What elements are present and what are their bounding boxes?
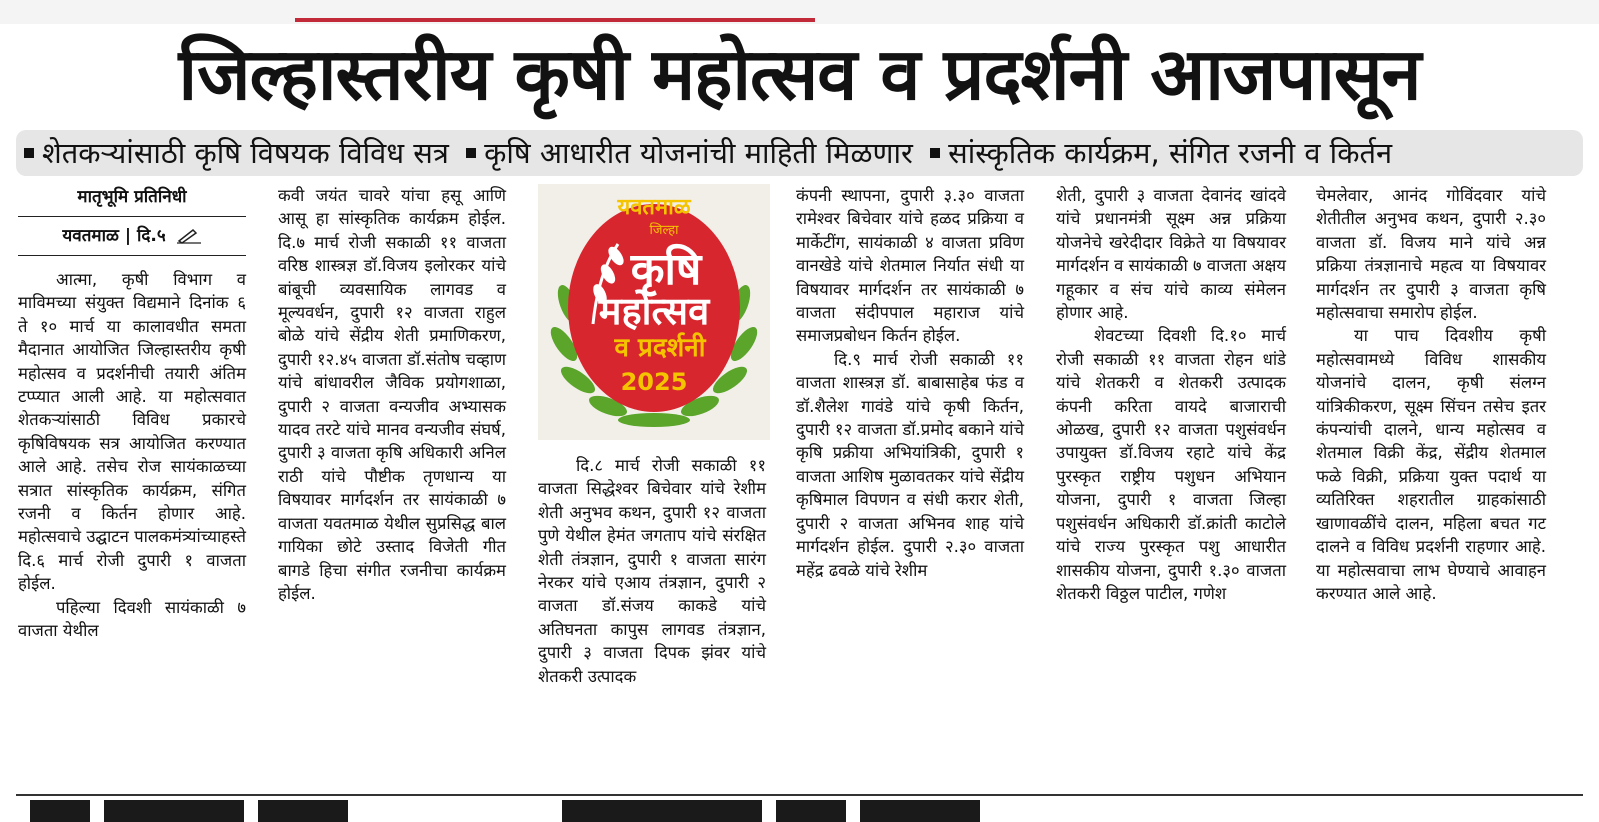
paragraph: कंपनी स्थापना, दुपारी ३.३० वाजता रामेश्वर बिचेवार यांचे हळद प्रक्रिया व मार्केटींग, सायंकाळी ४ वाजता प्रविण वानखेडे यांचे शेतमाल निर्यात संधी या विषयावर मार्गदर्शन तर सायंकाळी ७ वाजता संदीपपाल महाराज यांचे समाजप्रबोधन किर्तन होईल. (796, 186, 1024, 346)
article-column-3 (538, 454, 766, 688)
logo-text-year: 2025 (620, 368, 688, 396)
next-article-cutoff (0, 800, 1599, 822)
subheadline-bar (16, 130, 1583, 176)
article-column-6 (1316, 184, 1546, 605)
article-column-2 (278, 184, 506, 605)
article-column-1 (18, 184, 246, 643)
paragraph: या पाच दिवशीय कृषी महोत्सवामध्ये विविध शासकीय योजनांचे दालन, कृषी संलग्न यांत्रिकीकरण, सूक्ष्म सिंचन तसेच इतर कंपन्यांची दालने, धान्य महोत्सव व शेतमाल विक्री केंद्र, सेंद्रीय शेतमाल फळे विक्री, प्रक्रिया युक्त पदार्थ या व्यतिरिक्त शहरातील ग्राहकांसाठी खाणावळींचे दालन, महिला बचत गट दालने व विविध प्रदर्शनी राहणार आहे. या महोत्सवाचा लाभ घेण्याचे आवाहन करण्यात आले आहे. (1316, 326, 1546, 603)
subhead-3: सांस्कृतिक कार्यक्रम, संगित रजनी व किर्तन (948, 136, 1393, 170)
logo-text-jilha: जिल्हा (649, 223, 679, 238)
reporter-byline: मातृभूमि प्रतिनिधी (77, 187, 187, 207)
logo-text-yavatmal: यवतमाळ (617, 195, 691, 220)
paragraph: कवी जयंत चावरे यांचा हसू आणि आसू हा सांस्कृतिक कार्यक्रम होईल. दि.७ मार्च रोजी सकाळी ११ वाजता वरिष्ठ शास्त्रज्ञ डॉ.विजय इलोरकर यांचे बांबूची व्यवसायिक लागवड व मूल्यवर्धन, दुपारी १२ वाजता राहुल बोळे यांचे सेंद्रीय शेती प्रमाणिकरण, दुपारी १२.४५ वाजता डॉ.संतोष चव्हाण यांचे बांधावरील जैविक प्रयोगशाळा, दुपारी २ वाजता वन्यजीव अभ्यासक यादव तरटे यांचे मानव वन्यजीव संघर्ष, दुपारी ३ वाजता कृषि अधिकारी अनिल राठी यांचे पौष्टीक तृणधान्य या विषयावर मार्गदर्शन तर सायंकाळी ७ वाजता यवतमाळ येथील सुप्रसिद्ध बाल गायिका छोटे उस्ताद विजेती गीत बागडे हिचा संगीत रजनीचा कार्यक्रम होईल. (278, 186, 506, 603)
subhead-1: शेतकऱ्यांसाठी कृषि विषयक विविध सत्र (42, 136, 449, 170)
paragraph: आत्मा, कृषी विभाग व माविमच्या संयुक्त विद्यमाने दिनांक ६ ते १० मार्च या कालावधीत समता मैदानात आयोजित जिल्हास्तरीय कृषी महोत्सव व प्रदर्शनीची तयारी अंतिम टप्प्यात आली आहे. या महोत्सवात शेतकऱ्यांसाठी विविध प्रकारचे कृषिविषयक सत्र आयोजित करण्यात आले आहे. तसेच रोज सायंकाळच्या सत्रात सांस्कृतिक कार्यक्रम, संगित रजनी व किर्तन होणार आहे. महोत्सवाचे उद्घाटन पालकमंत्र्यांच्याहस्ते दि.६ मार्च रोजी दुपारी १ वाजता होईल. (18, 270, 246, 594)
bullet-square-icon (466, 148, 476, 158)
dateline-text: यवतमाळ | दि.५ (62, 226, 166, 246)
article-column-4 (796, 184, 1024, 582)
logo-text-pradarshani: व प्रदर्शनी (614, 333, 706, 363)
pen-icon (176, 228, 202, 244)
bullet-square-icon (930, 148, 940, 158)
festival-logo-image (538, 184, 770, 440)
headline: जिल्हास्तरीय कृषी महोत्सव व प्रदर्शनी आजपासून (178, 32, 1421, 116)
paragraph: शेती, दुपारी ३ वाजता देवानंद खांदवे यांचे प्रधानमंत्री सूक्ष्म अन्न प्रक्रिया योजनेचे खरेदीदार विक्रेते या विषयावर मार्गदर्शन व सायंकाळी ७ वाजता अक्षय गहूकार व संच यांचे काव्य संमेलन होणार आहे. (1056, 186, 1286, 323)
logo-text-mahotsav: महोत्सव (598, 289, 710, 333)
paragraph: दि.९ मार्च रोजी सकाळी ११ वाजता शास्त्रज्ञ डॉ. बाबासाहेब फंड व डॉ.शैलेश गावंडे यांचे कृषी किर्तन, दुपारी १२ वाजता डॉ.प्रमोद बकाने यांचे कृषि प्रक्रीया अभियांत्रिकी, दुपारी १ वाजता आशिष मुळावतकर यांचे सेंद्रीय कृषिमाल विपणन व संधी करार शेती, दुपारी २ वाजता अभिनव शाह यांचे मार्गदर्शन होईल. दुपारी २.३० वाजता महेंद्र ढवळे यांचे रेशीम (796, 349, 1024, 580)
paragraph: शेवटच्या दिवशी दि.१० मार्च रोजी सकाळी ११ वाजता रोहन धांडे यांचे शेतकरी व शेतकरी उत्पादक कंपनी करिता वायदे बाजाराची ओळख, दुपारी १२ वाजता पशुसंवर्धन उपायुक्त डॉ.विजय रहाटे यांचे केंद्र पुरस्कृत राष्ट्रीय पशुधन अभियान योजना, दुपारी १ वाजता जिल्हा पशुसंवर्धन अधिकारी डॉ.क्रांती काटोले यांचे राज्य पुरस्कृत पशु आधारीत शासकीय योजना, दुपारी १.३० वाजता शेतकरी विठ्ठल पाटील, गणेश (1056, 326, 1286, 603)
paragraph: पहिल्या दिवशी सायंकाळी ७ वाजता येथील (18, 597, 246, 641)
byline-divider (18, 216, 246, 217)
paragraph: दि.८ मार्च रोजी सकाळी ११ वाजता सिद्धेश्वर बिचेवार यांचे रेशीम शेती अनुभव कथन, दुपारी १२ वाजता पुणे येथील हेमंत जगताप यांचे संरक्षित शेती तंत्रज्ञान, दुपारी १ वाजता सारंग नेरकर यांचे एआय तंत्रज्ञान, दुपारी २ वाजता डॉ.संजय काकडे यांचे अतिघनता कापुस लागवड तंत्रज्ञान, दुपारी ३ वाजता दिपक झंवर यांचे शेतकरी उत्पादक (538, 456, 766, 686)
article-column-5 (1056, 184, 1286, 605)
subhead-2: कृषि आधारीत योजनांची माहिती मिळणार (484, 136, 913, 170)
dateline-divider (18, 255, 246, 256)
festival-logo-graphic (538, 184, 770, 440)
dateline (18, 223, 246, 249)
top-accent-line (295, 18, 815, 22)
bullet-square-icon (24, 148, 34, 158)
paragraph: चेमलेवार, आनंद गोविंदवार यांचे शेतीतील अनुभव कथन, दुपारी २.३० वाजता डॉ. विजय माने यांचे अन्न प्रक्रिया तंत्रज्ञानाचे महत्व या विषयावर मार्गदर्शन तर दुपारी ३ वाजता कृषि महोत्सवाचा समारोप होईल. (1316, 186, 1546, 323)
bottom-divider (16, 794, 1583, 796)
logo-text-krushi: कृषि (630, 244, 702, 295)
